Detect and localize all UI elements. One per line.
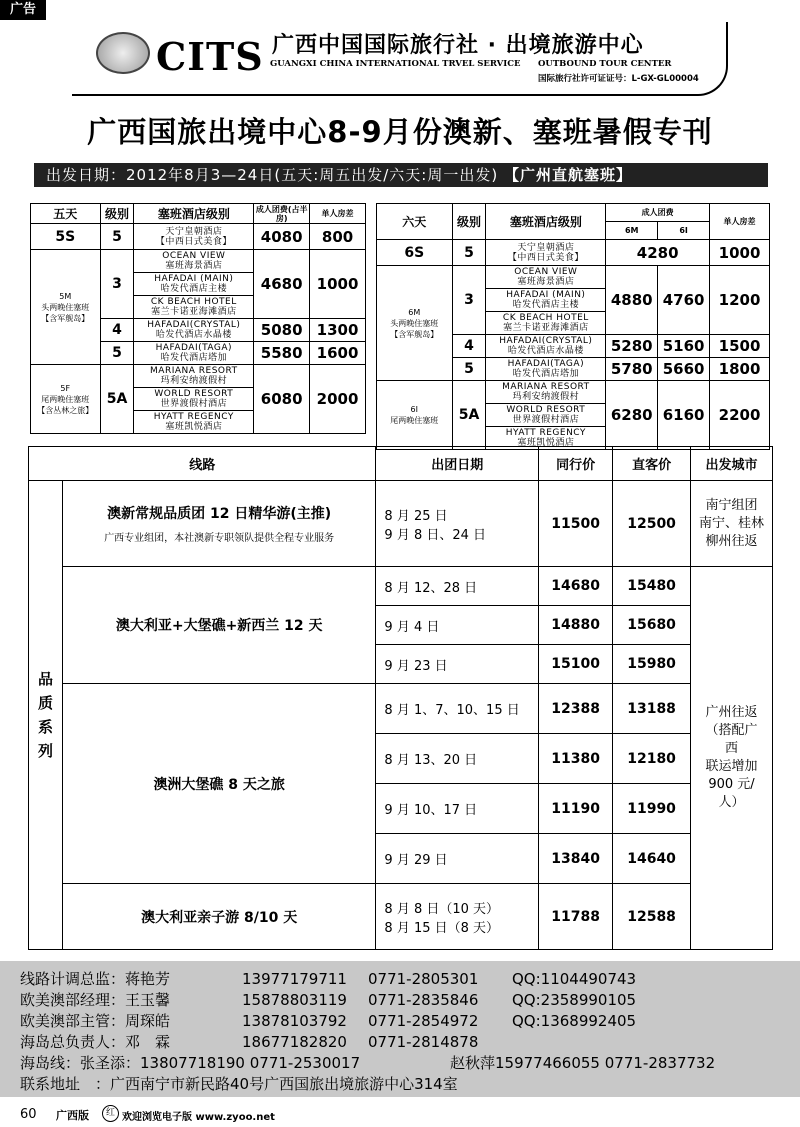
route-name: 澳新常规品质团 12 日精华游(主推)	[107, 506, 332, 522]
hotel-name: HAFADAI(TAGA) 哈发代酒店塔加	[486, 358, 606, 381]
edition-label: 广西版	[56, 1109, 89, 1122]
org-name: 广西中国国际旅行社 · 出境旅游中心	[272, 33, 644, 58]
price-6m: 5280	[606, 335, 658, 358]
retail-price: 12500	[613, 481, 691, 567]
page-title: 广西国旅出境中心8-9月份澳新、塞班暑假专刊	[87, 115, 713, 149]
departure-dates: 8 月 25 日 9 月 8 日、24 日	[376, 481, 539, 567]
logo-text: CITS	[156, 34, 264, 79]
seal-icon: 红	[102, 1105, 119, 1122]
level: 4	[100, 319, 134, 342]
hotel-name: WORLD RESORT 世界渡假村酒店	[486, 404, 606, 427]
hotel-name: OCEAN VIEW 塞班海景酒店	[486, 266, 606, 289]
contact-row: 欧美澳部经理：王玉馨 15878803119 0771-2835846 QQ:2358990105	[20, 991, 637, 1009]
hotel-name: HYATT REGENCY 塞班凯悦酒店	[486, 427, 606, 450]
retail-price: 15480	[613, 567, 691, 606]
hotel-name: HAFADAI(TAGA) 哈发代酒店塔加	[134, 342, 254, 365]
route-price-table	[28, 446, 773, 950]
retail-price: 15680	[613, 606, 691, 645]
hotel-name: HYATT REGENCY 塞班凯悦酒店	[134, 411, 254, 434]
col-header: 塞班酒店级别	[486, 204, 606, 240]
price-6m: 4880	[606, 266, 658, 335]
col-header: 出发城市	[691, 447, 773, 481]
col-header: 单人房差	[710, 204, 770, 240]
route-name: 澳洲大堡礁 8 天之旅	[62, 684, 375, 884]
contact-row: 线路计调总监：蒋艳芳 13977179711 0771-2805301 QQ:1104490743	[20, 970, 637, 988]
departure-dates: 出发日期：2012年8月3—24日(五天:周五出发/六天:周一出发)	[46, 166, 499, 184]
package-code: 5S	[31, 224, 101, 250]
single-supplement: 1500	[710, 335, 770, 358]
peer-price: 11190	[539, 784, 613, 834]
peer-price: 15100	[539, 645, 613, 684]
single-supplement: 1000	[710, 240, 770, 266]
hotel-name: HAFADAI(CRYSTAL) 哈发代酒店水晶楼	[486, 335, 606, 358]
hotel-name: 天宁皇朝酒店 【中西日式美食】	[134, 224, 254, 250]
single-supplement: 1200	[710, 266, 770, 335]
col-header: 塞班酒店级别	[134, 204, 254, 224]
level: 5A	[100, 365, 134, 434]
departure-date: 8 月 1、7、10、15 日	[376, 684, 539, 734]
departure-date: 9 月 4 日	[376, 606, 539, 645]
route-note: 广西专业组团，本社澳新专职领队提供全程专业服务	[104, 533, 335, 544]
col-header: 直客价	[613, 447, 691, 481]
price-6i: 5160	[658, 335, 710, 358]
price: 6080	[254, 365, 310, 434]
hotel-name: HAFADAI (MAIN) 哈发代酒店主楼	[134, 273, 254, 296]
peer-price: 14680	[539, 567, 613, 606]
package-category: 5M 头两晚住塞班 【含军舰岛】	[31, 250, 101, 365]
single-supplement: 800	[310, 224, 366, 250]
org-english-name: GUANGXI CHINA INTERNATIONAL TRVEL SERVICE	[270, 59, 521, 69]
col-header: 出团日期	[376, 447, 539, 481]
direct-flight-label: 【广州直航塞班】	[504, 166, 633, 184]
price-6i: 4760	[658, 266, 710, 335]
departure-date: 8 月 12、28 日	[376, 567, 539, 606]
page-number: 60	[20, 1107, 37, 1122]
license-number: 国际旅行社许可证证号：L-GX-GL00004	[538, 74, 699, 84]
page-footer	[0, 1100, 800, 1127]
route-name: 澳大利亚亲子游 8/10 天	[62, 884, 375, 950]
center-english-name: OUTBOUND TOUR CENTER	[538, 59, 672, 69]
island-line-row: 海岛线：张圣添：13807718190 0771-2530017 赵秋萍15977466055 0771-2837732	[20, 1054, 716, 1072]
retail-price: 13188	[613, 684, 691, 734]
col-header: 单人房差	[310, 204, 366, 224]
price-6i: 5660	[658, 358, 710, 381]
subheader-6i: 6I	[658, 222, 710, 240]
hotel-name: CK BEACH HOTEL 塞兰卡诺亚海滩酒店	[486, 312, 606, 335]
website-link[interactable]: 欢迎浏览电子版 www.zyoo.net	[122, 1112, 275, 1123]
cits-globe-icon	[96, 32, 150, 74]
price-6m: 5780	[606, 358, 658, 381]
hotel-name: HAFADAI (MAIN) 哈发代酒店主楼	[486, 289, 606, 312]
col-header: 线路	[29, 447, 376, 481]
departure-date-bar	[34, 163, 768, 187]
subheader-6m: 6M	[606, 222, 658, 240]
hotel-name: 天宁皇朝酒店 【中西日式美食】	[486, 240, 606, 266]
peer-price: 13840	[539, 834, 613, 884]
peer-price: 11500	[539, 481, 613, 567]
single-supplement: 1000	[310, 250, 366, 319]
departure-date: 9 月 29 日	[376, 834, 539, 884]
peer-price: 11380	[539, 734, 613, 784]
package-category: 5F 尾两晚住塞班 【含丛林之旅】	[31, 365, 101, 434]
level: 4	[452, 335, 486, 358]
six-day-hotel-table	[376, 203, 770, 450]
col-header: 级别	[452, 204, 486, 240]
level: 5	[100, 224, 134, 250]
price: 4680	[254, 250, 310, 319]
single-supplement: 1300	[310, 319, 366, 342]
level: 5	[452, 358, 486, 381]
hotel-name: WORLD RESORT 世界渡假村酒店	[134, 388, 254, 411]
level: 3	[452, 266, 486, 335]
package-category: 6I 尾两晚住塞班	[377, 381, 453, 450]
peer-price: 12388	[539, 684, 613, 734]
address-row: 联系地址 ：广西南宁市新民路40号广西国旅出境旅游中心314室	[20, 1075, 458, 1093]
retail-price: 11990	[613, 784, 691, 834]
departure-dates: 8 月 8 日（10 天） 8 月 15 日（8 天）	[376, 884, 539, 950]
level: 5	[452, 240, 486, 266]
single-supplement: 2200	[710, 381, 770, 450]
level: 3	[100, 250, 134, 319]
retail-price: 12180	[613, 734, 691, 784]
departure-date: 9 月 23 日	[376, 645, 539, 684]
peer-price: 14880	[539, 606, 613, 645]
col-header: 级别	[100, 204, 134, 224]
hotel-name: HAFADAI(CRYSTAL) 哈发代酒店水晶楼	[134, 319, 254, 342]
col-header: 成人团费	[606, 204, 710, 222]
col-header: 六天	[377, 204, 453, 240]
departure-city: 南宁组团 南宁、桂林 柳州往返	[691, 481, 773, 567]
hotel-name: MARIANA RESORT 玛利安纳渡假村	[134, 365, 254, 388]
contact-panel	[0, 961, 800, 1097]
retail-price: 14640	[613, 834, 691, 884]
price-6i: 6160	[658, 381, 710, 450]
package-category: 6M 头两晚住塞班 【含军舰岛】	[377, 266, 453, 381]
single-supplement: 1800	[710, 358, 770, 381]
single-supplement: 2000	[310, 365, 366, 434]
departure-date: 8 月 13、20 日	[376, 734, 539, 784]
contact-row: 欧美澳部主管：周琛皓 13878103792 0771-2854972 QQ:1368992405	[20, 1012, 637, 1030]
ad-tag: 广告	[0, 0, 46, 20]
single-supplement: 1600	[310, 342, 366, 365]
route-1	[62, 481, 375, 567]
level: 5A	[452, 381, 486, 450]
series-label: 品质系列	[29, 481, 63, 950]
price: 4080	[254, 224, 310, 250]
hotel-name: OCEAN VIEW 塞班海景酒店	[134, 250, 254, 273]
level: 5	[100, 342, 134, 365]
price-6m: 6280	[606, 381, 658, 450]
contact-row: 海岛总负责人：邓 霖 18677182820 0771-2814878	[20, 1033, 479, 1051]
five-day-hotel-table	[30, 203, 366, 434]
route-name: 澳大利亚+大堡礁+新西兰 12 天	[62, 567, 375, 684]
col-header: 同行价	[539, 447, 613, 481]
retail-price: 15980	[613, 645, 691, 684]
hotel-name: MARIANA RESORT 玛利安纳渡假村	[486, 381, 606, 404]
price: 5580	[254, 342, 310, 365]
retail-price: 12588	[613, 884, 691, 950]
peer-price: 11788	[539, 884, 613, 950]
col-header: 成人团费(占半房)	[254, 204, 310, 224]
departure-city: 广州往返 （搭配广 西 联运增加 900 元/ 人）	[691, 567, 773, 950]
hotel-name: CK BEACH HOTEL 塞兰卡诺亚海滩酒店	[134, 296, 254, 319]
departure-date: 9 月 10、17 日	[376, 784, 539, 834]
col-header: 五天	[31, 204, 101, 224]
price: 5080	[254, 319, 310, 342]
package-code: 6S	[377, 240, 453, 266]
price: 4280	[606, 240, 710, 266]
